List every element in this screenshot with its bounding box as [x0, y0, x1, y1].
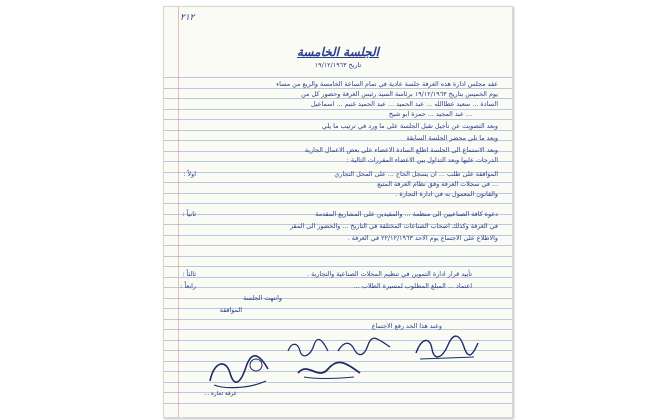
- item-marker: رابعاً :: [180, 282, 196, 290]
- document-page: [163, 6, 513, 418]
- ruled-line: [164, 256, 512, 257]
- item-line: في الغرفة وكذلك اصحاب الصناعات المختلفة في التاريخ ... والحضور الى المقر: [290, 222, 498, 230]
- signature-1: [412, 333, 482, 363]
- ruled-line: [164, 245, 512, 246]
- item-line: الموافقة على طلب ... ان يسجل الحاج ... على المحل التجاري: [334, 170, 498, 178]
- body-line: وبعد التصويت عن تأجيل تقبل الجلسة على ما ورد في ترتيب ما يلي: [321, 122, 498, 130]
- body-line: الدرجات عليها وبعد التداول بين الاعضاء المقررات التالية :: [346, 156, 498, 164]
- closing-line: وانتهت الجلسة: [243, 294, 282, 302]
- ruled-line: [164, 98, 512, 99]
- item-marker: اولاً :: [183, 170, 196, 178]
- page-title: الجلسة الخامسة: [297, 45, 379, 59]
- body-line: وبعد ما تلي محضر الجلسة السابقة: [406, 134, 498, 142]
- item-line: والقانون المعمول به في ادارة التجارة .: [395, 190, 498, 198]
- ruled-line: [164, 203, 512, 204]
- body-line: يوم الخميس بتاريخ ١٩/١٢/١٩٦٣ برئاسة السيد رئيس الغرفة وحضور كل من: [301, 90, 498, 98]
- ruled-line: [164, 77, 512, 78]
- stamp-text: غرفة تجارة ...: [204, 391, 237, 397]
- item-line: ... في سجلات الغرفة وفق نظام الغرفة المتبع: [377, 180, 498, 188]
- body-line: السادة ... سعيد عطاالله ... عبد الحميد ... عبد الحميد غنيم ... اسماعيل: [311, 100, 498, 108]
- closing-line: الموافقة: [219, 306, 242, 314]
- body-line: ... عبد المجيد ... حمزة ابو شيخ: [388, 110, 472, 118]
- body-line: عقد مجلس ادارة هذه الغرفة جلسة عادية في تمام الساعة الخامسة والربع من مساء: [276, 80, 498, 88]
- item-line: والاطلاع على الاجتماع يوم الاحد ٢٢/١٢/١٩٦٣ في الغرفة .: [347, 234, 498, 242]
- signature-3: [284, 337, 332, 361]
- ruled-line: [164, 298, 512, 299]
- closing-line: وعند هذا الحد رفع الاجتماع: [371, 322, 442, 330]
- ruled-line: [164, 119, 512, 120]
- item-marker: ثانياً :: [182, 210, 196, 218]
- ruled-line: [164, 319, 512, 320]
- item-marker: ثالثاً :: [182, 270, 196, 278]
- item-line: اعتماد ... المبلغ المطلوب لمسيرة الطلاب ...: [353, 282, 472, 290]
- signature-4: [294, 359, 364, 383]
- item-line: دعوة كافة الصناعيين الى منظمة ... والمقيدين على المشاريع المقدمة: [315, 210, 498, 218]
- date-line: تاريخ ١٩/١٢/١٩٦٣: [314, 61, 362, 69]
- ruled-line: [164, 308, 512, 309]
- page-number: ٢١٢: [180, 13, 195, 23]
- signature-5: [204, 351, 274, 391]
- ruled-line: [164, 329, 512, 330]
- item-line: تأييد قرار ادارة التموين في تنظيم المحلات الصناعية والتجارية .: [307, 270, 472, 278]
- ruled-line: [164, 403, 512, 404]
- signature-2: [334, 335, 394, 361]
- ruled-line: [164, 266, 512, 267]
- body-line: وبعد الاستماع الى الجلسة اطلع السادة الاعضاء على بعض الاعمال الجارية: [304, 146, 498, 154]
